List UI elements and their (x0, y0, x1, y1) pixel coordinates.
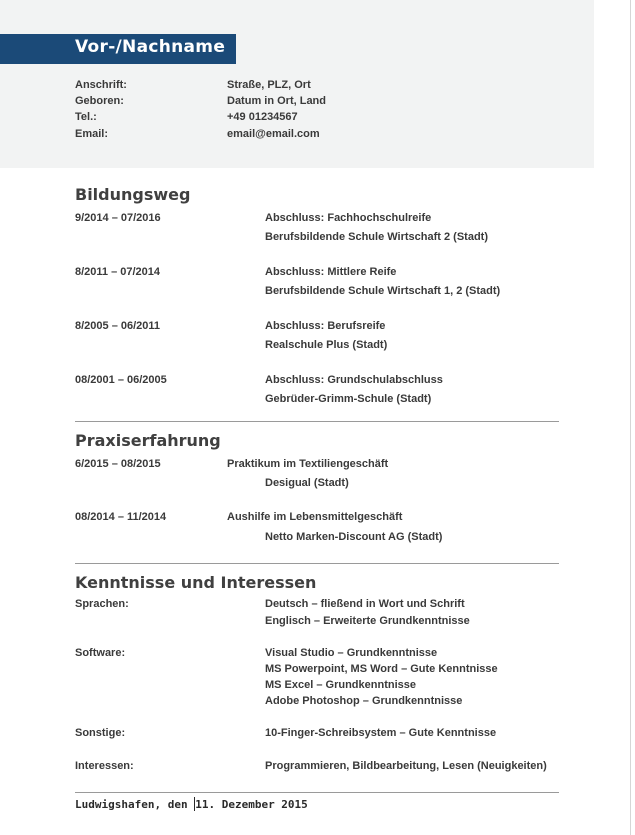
name-banner (0, 34, 236, 64)
interests-label: Interessen: (75, 760, 134, 772)
experience-role: Aushilfe im Lebensmittelgeschäft (227, 511, 403, 523)
education-school: Berufsbildende Schule Wirtschaft 1, 2 (Stadt) (265, 285, 501, 297)
section-divider (75, 563, 559, 564)
phone-value[interactable]: +49 01234567 (227, 111, 298, 123)
education-degree: Abschluss: Berufsreife (265, 320, 386, 332)
phone-label: Tel.: (75, 111, 97, 123)
experience-company: Desigual (Stadt) (265, 477, 349, 489)
place-date-line[interactable] (75, 797, 308, 811)
experience-role: Praktikum im Textiliengeschäft (227, 458, 389, 470)
section-divider (75, 421, 559, 422)
address-label: Anschrift: (75, 79, 127, 91)
date-text: 11. Dezember 2015 (195, 798, 308, 811)
education-school: Berufsbildende Schule Wirtschaft 2 (Stadt) (265, 231, 488, 243)
education-date: 08/2001 – 06/2005 (75, 374, 167, 386)
experience-date: 08/2014 – 11/2014 (75, 511, 167, 523)
experience-company: Netto Marken-Discount AG (Stadt) (265, 531, 443, 543)
software-item: MS Excel – Grundkenntnisse (265, 679, 416, 691)
education-date: 8/2005 – 06/2011 (75, 320, 161, 332)
software-item: MS Powerpoint, MS Word – Gute Kenntnisse (265, 663, 498, 675)
education-school: Gebrüder-Grimm-Schule (Stadt) (265, 393, 432, 405)
email-label: Email: (75, 128, 109, 140)
email-value[interactable]: email@email.com (227, 128, 320, 140)
other-item: 10-Finger-Schreibsystem – Gute Kenntnisse (265, 727, 497, 739)
education-degree: Abschluss: Fachhochschulreife (265, 212, 432, 224)
birth-value[interactable]: Datum in Ort, Land (227, 95, 326, 107)
language-item: Deutsch – fließend in Wort und Schrift (265, 598, 465, 610)
education-date: 8/2011 – 07/2014 (75, 266, 161, 278)
software-item: Adobe Photoshop – Grundkenntnisse (265, 695, 463, 707)
other-label: Sonstige: (75, 727, 126, 739)
interests-item: Programmieren, Bildbearbeitung, Lesen (Neuigkeiten) (265, 760, 547, 772)
place-text: Ludwigshafen, den (75, 798, 195, 811)
software-item: Visual Studio – Grundkenntnisse (265, 647, 438, 659)
education-degree: Abschluss: Mittlere Reife (265, 266, 397, 278)
section-title-skills: Kenntnisse und Interessen (75, 573, 317, 592)
birth-label: Geboren: (75, 95, 124, 107)
education-date: 9/2014 – 07/2016 (75, 212, 161, 224)
language-item: Englisch – Erweiterte Grundkenntnisse (265, 615, 470, 627)
section-title-experience: Praxiserfahrung (75, 431, 221, 450)
education-school: Realschule Plus (Stadt) (265, 339, 388, 351)
software-label: Software: (75, 647, 126, 659)
education-degree: Abschluss: Grundschulabschluss (265, 374, 443, 386)
experience-date: 6/2015 – 08/2015 (75, 458, 161, 470)
full-name[interactable]: Vor-/Nachname (75, 37, 226, 57)
address-value[interactable]: Straße, PLZ, Ort (227, 79, 311, 91)
footer-divider (75, 792, 559, 793)
languages-label: Sprachen: (75, 598, 129, 610)
section-title-education: Bildungsweg (75, 185, 191, 204)
page-edge (630, 0, 631, 835)
